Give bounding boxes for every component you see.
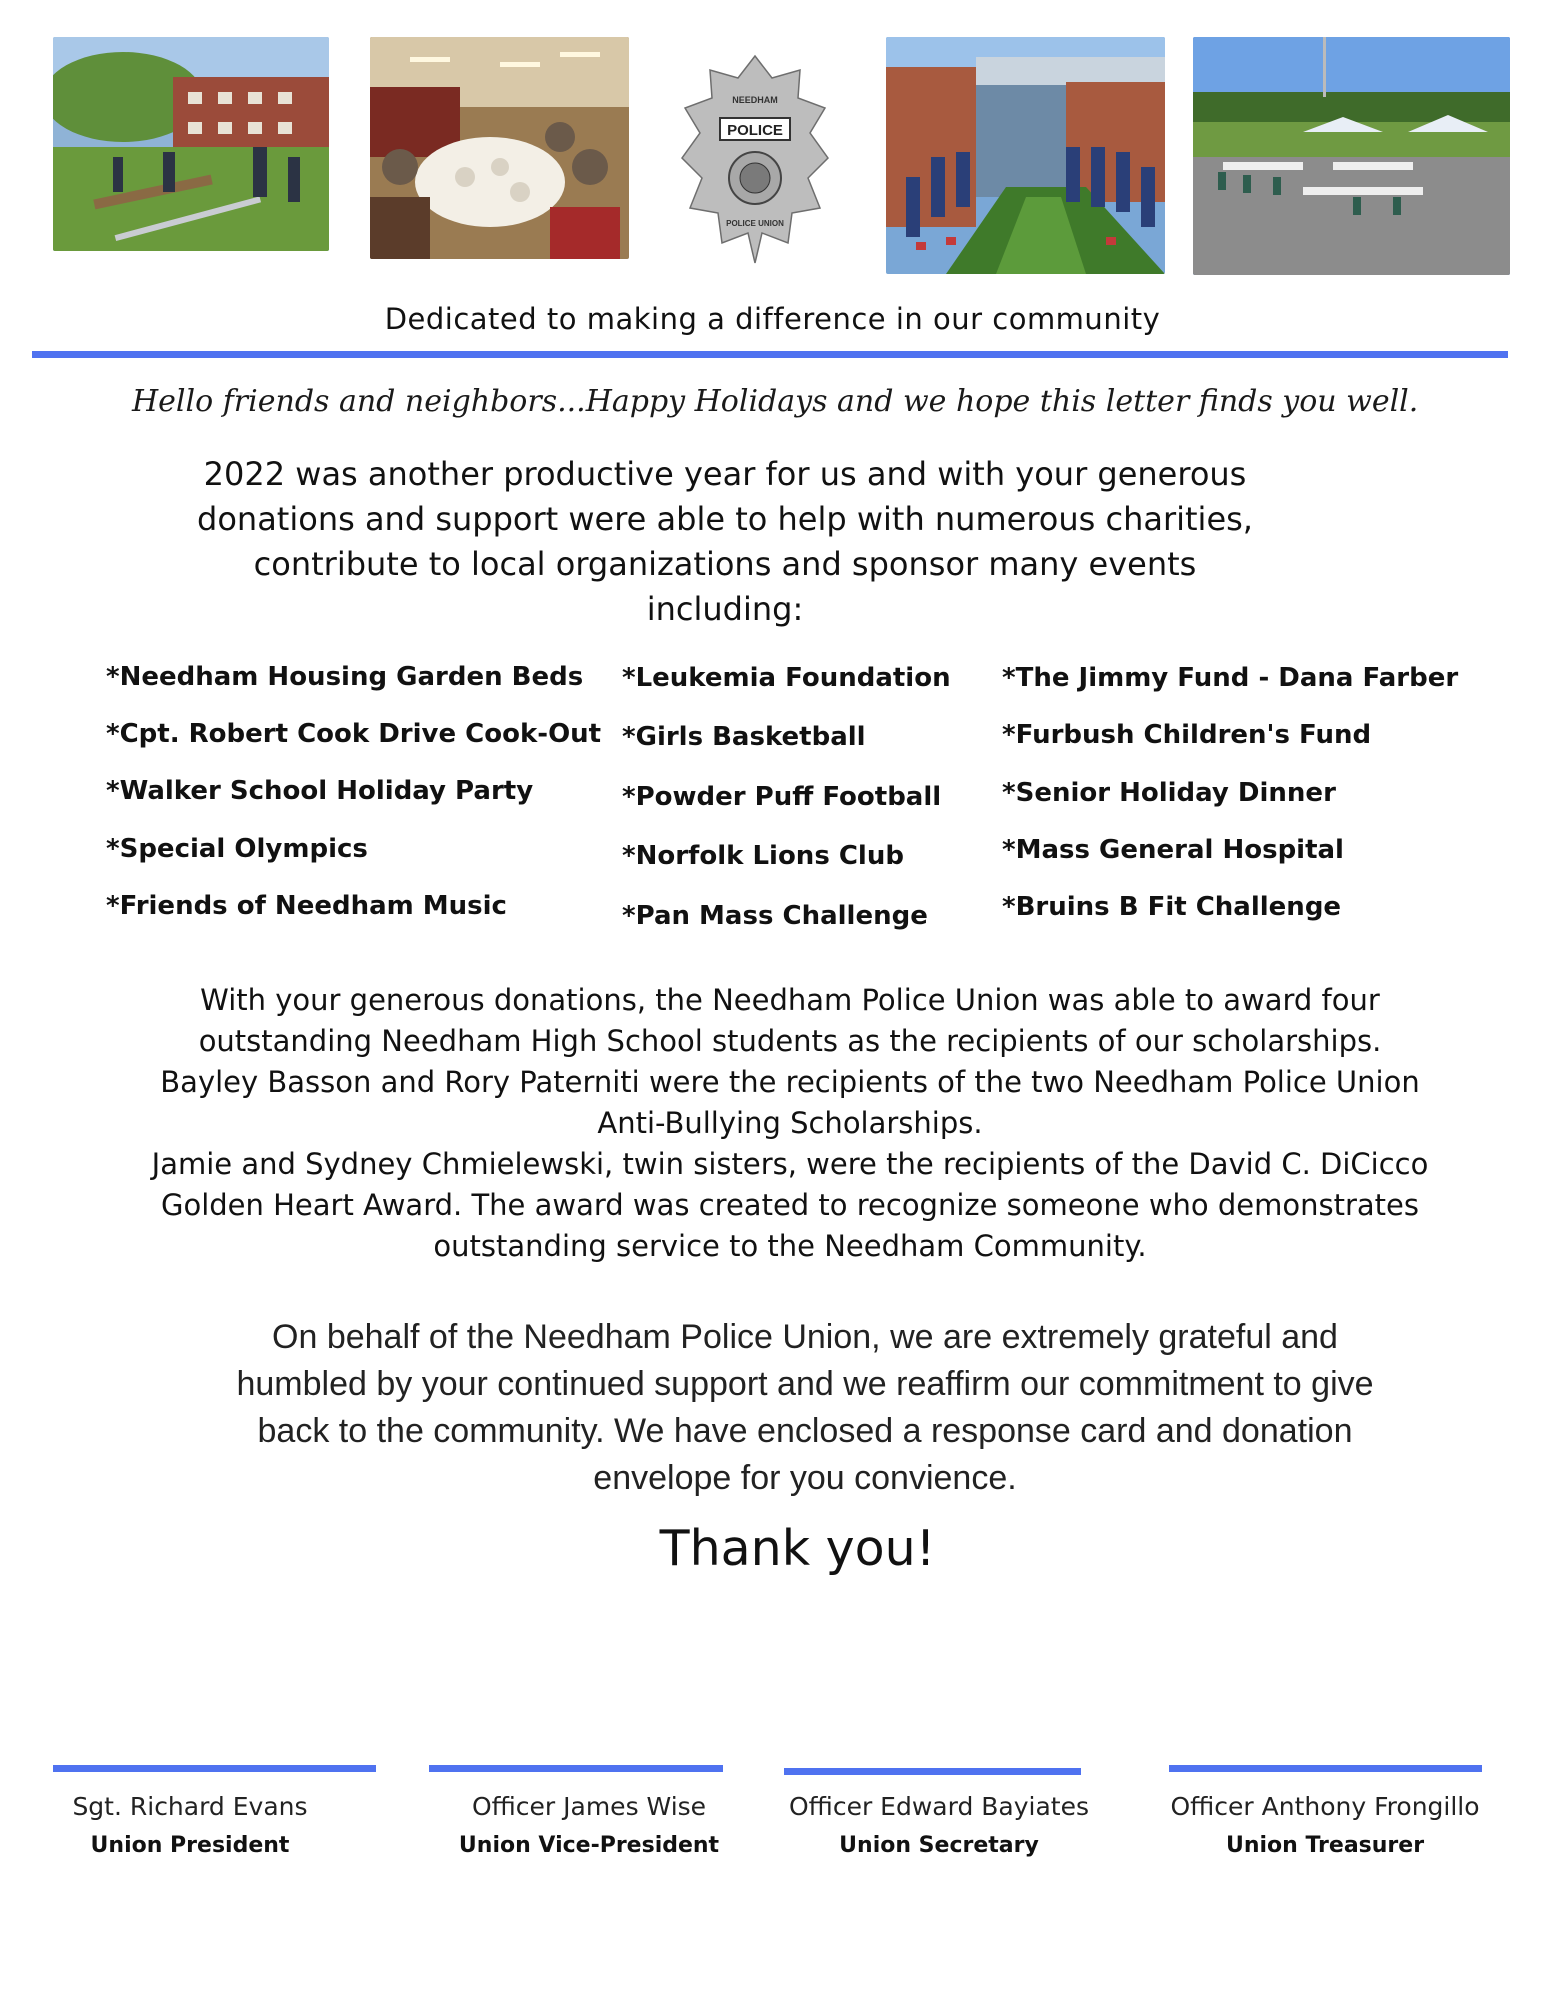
police-union-badge bbox=[680, 48, 830, 278]
charity-item: *Leukemia Foundation bbox=[622, 663, 951, 693]
badge-main-text: POLICE bbox=[727, 122, 783, 139]
signer-name: Officer James Wise bbox=[471, 1792, 707, 1821]
holiday-dinner-photo bbox=[370, 37, 629, 259]
signature-secretary bbox=[774, 1792, 1104, 1858]
charity-item: *Pan Mass Challenge bbox=[622, 901, 928, 931]
scholarship-line: Anti-Bullying Scholarships. bbox=[597, 1106, 983, 1140]
badge-bottom-text: POLICE UNION bbox=[726, 219, 784, 228]
scholarship-line: outstanding Needham High School students as the recipients of our scholarships. bbox=[198, 1024, 1382, 1058]
charity-item: *Mass General Hospital bbox=[1002, 835, 1344, 865]
signature-line-secretary bbox=[784, 1768, 1081, 1775]
charity-item: *Senior Holiday Dinner bbox=[1002, 778, 1336, 808]
scholarship-line: Golden Heart Award. The award was created to recognize someone who demonstrates bbox=[161, 1188, 1419, 1222]
scholarship-paragraph bbox=[0, 980, 1545, 1267]
closing-line: envelope for you convience. bbox=[593, 1459, 1017, 1497]
intro-line: 2022 was another productive year for us and with your generous bbox=[203, 455, 1247, 493]
charity-item: *Special Olympics bbox=[106, 834, 368, 864]
greeting: Hello friends and neighbors...Happy Holidays and we hope this letter finds you well. bbox=[132, 384, 1419, 419]
charity-item: *The Jimmy Fund - Dana Farber bbox=[1002, 663, 1459, 693]
charity-item: *Walker School Holiday Party bbox=[106, 776, 534, 806]
signer-title: Union Vice-President bbox=[458, 1833, 720, 1858]
signature-line-vice-president bbox=[429, 1765, 723, 1772]
charity-item: *Girls Basketball bbox=[622, 722, 866, 752]
intro-line: donations and support were able to help with numerous charities, bbox=[197, 500, 1253, 538]
signature-line-treasurer bbox=[1169, 1765, 1482, 1772]
signature-treasurer bbox=[1150, 1792, 1500, 1858]
scholarship-line: Bayley Basson and Rory Paterniti were the recipients of the two Needham Police Union bbox=[160, 1065, 1420, 1099]
charity-item: *Bruins B Fit Challenge bbox=[1002, 892, 1342, 922]
charity-item: *Norfolk Lions Club bbox=[622, 841, 904, 871]
signer-name: Officer Anthony Frongillo bbox=[1170, 1792, 1480, 1821]
students-ceremony-photo bbox=[886, 37, 1165, 274]
charity-item: *Needham Housing Garden Beds bbox=[106, 662, 584, 692]
signature-line-president bbox=[53, 1765, 376, 1772]
scholarship-line: outstanding service to the Needham Community. bbox=[433, 1229, 1147, 1263]
closing-line: On behalf of the Needham Police Union, we are extremely grateful and bbox=[272, 1318, 1338, 1356]
intro-line: including: bbox=[646, 590, 804, 628]
intro-line: contribute to local organizations and sponsor many events bbox=[253, 545, 1197, 583]
thank-you-heading: Thank you! bbox=[659, 1520, 936, 1577]
garden-beds-photo bbox=[53, 37, 329, 251]
signer-name: Officer Edward Bayiates bbox=[788, 1792, 1090, 1821]
signer-title: Union Treasurer bbox=[1225, 1833, 1425, 1858]
signer-title: Union President bbox=[90, 1833, 290, 1858]
closing-line: back to the community. We have enclosed a response card and donation bbox=[257, 1412, 1353, 1450]
scholarship-line: Jamie and Sydney Chmielewski, twin sisters, were the recipients of the David C. DiCicco bbox=[151, 1147, 1429, 1181]
tagline: Dedicated to making a difference in our community bbox=[384, 302, 1161, 336]
signer-name: Sgt. Richard Evans bbox=[72, 1792, 308, 1821]
cookout-tents-photo bbox=[1193, 37, 1510, 275]
charity-item: *Friends of Needham Music bbox=[106, 891, 507, 921]
badge-top-text: NEEDHAM bbox=[732, 95, 778, 105]
charity-item: *Furbush Children's Fund bbox=[1002, 720, 1372, 750]
intro-paragraph bbox=[150, 452, 1300, 632]
closing-paragraph bbox=[0, 1314, 1545, 1502]
scholarship-line: With your generous donations, the Needham Police Union was able to award four bbox=[200, 983, 1380, 1017]
signature-president bbox=[50, 1792, 330, 1858]
charity-item: *Powder Puff Football bbox=[622, 782, 942, 812]
charity-item: *Cpt. Robert Cook Drive Cook-Out bbox=[106, 719, 602, 749]
header-divider bbox=[32, 351, 1508, 358]
closing-line: humbled by your continued support and we reaffirm our commitment to give bbox=[236, 1365, 1374, 1403]
signature-vice-president bbox=[449, 1792, 729, 1858]
signer-title: Union Secretary bbox=[839, 1833, 1039, 1858]
